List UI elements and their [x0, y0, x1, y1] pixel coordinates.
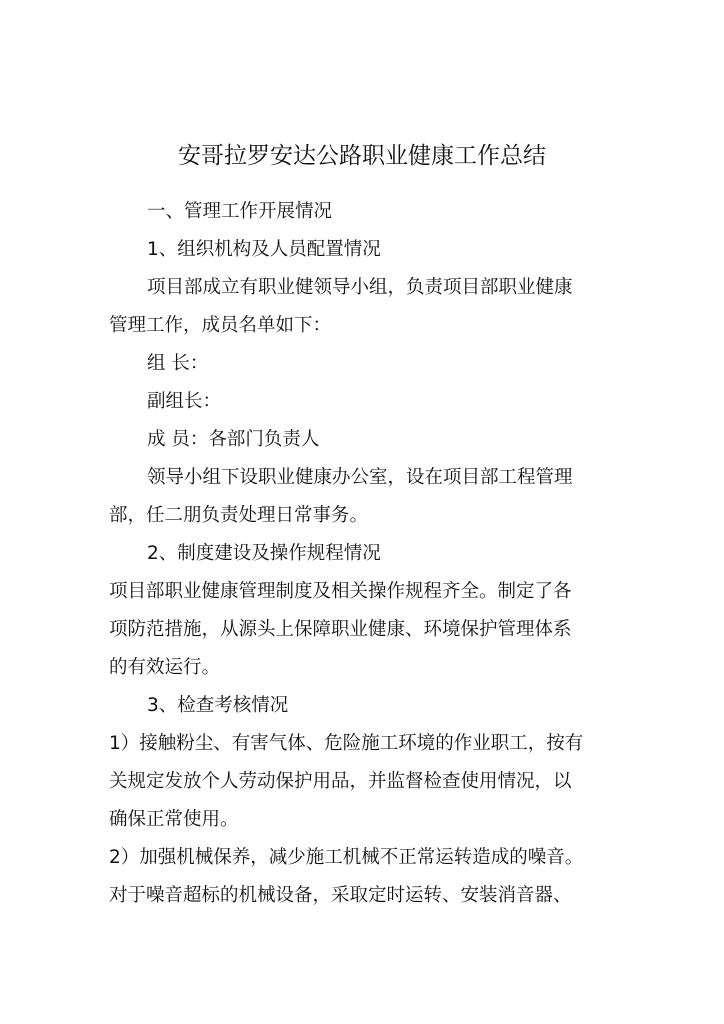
member-members-line: 成 员：各部门负责人	[147, 429, 320, 450]
subsection-heading-inspection: 3、检查考核情况	[147, 695, 289, 716]
paragraph-line: 项防范措施，从源头上保障职业健康、环境保护管理体系	[109, 619, 572, 640]
paragraph-line: 项目部职业健康管理制度及相关操作规程齐全。制定了各	[109, 581, 572, 602]
list-item-line: 关规定发放个人劳动保护用品，并监督检查使用情况，以	[109, 771, 572, 792]
subsection-heading-system: 2、制度建设及操作规程情况	[147, 543, 381, 564]
list-item-line: 对于噪音超标的机械设备，采取定时运转、安装消音器、	[109, 885, 572, 906]
paragraph-line: 管理工作，成员名单如下：	[109, 315, 332, 336]
paragraph-line: 项目部成立有职业健领导小组，负责项目部职业健康	[147, 277, 573, 298]
paragraph-line: 的有效运行。	[109, 657, 221, 678]
list-item-line: 确保正常使用。	[109, 809, 239, 830]
member-leader-line: 组 长：	[147, 353, 209, 374]
paragraph-line: 部，任二朋负责处理日常事务。	[109, 505, 369, 526]
paragraph-line: 领导小组下设职业健康办公室，设在项目部工程管理	[147, 467, 573, 488]
section-heading-management: 一、管理工作开展情况	[147, 201, 333, 222]
subsection-heading-organization: 1、组织机构及人员配置情况	[147, 239, 381, 260]
page-title: 安哥拉罗安达公路职业健康工作总结	[178, 143, 546, 169]
list-item-line: 2）加强机械保养，减少施工机械不正常运转造成的噪音。	[109, 847, 584, 868]
list-item-line: 1）接触粉尘、有害气体、危险施工环境的作业职工，按有	[109, 733, 584, 754]
member-deputy-leader-line: 副组长：	[147, 391, 222, 412]
